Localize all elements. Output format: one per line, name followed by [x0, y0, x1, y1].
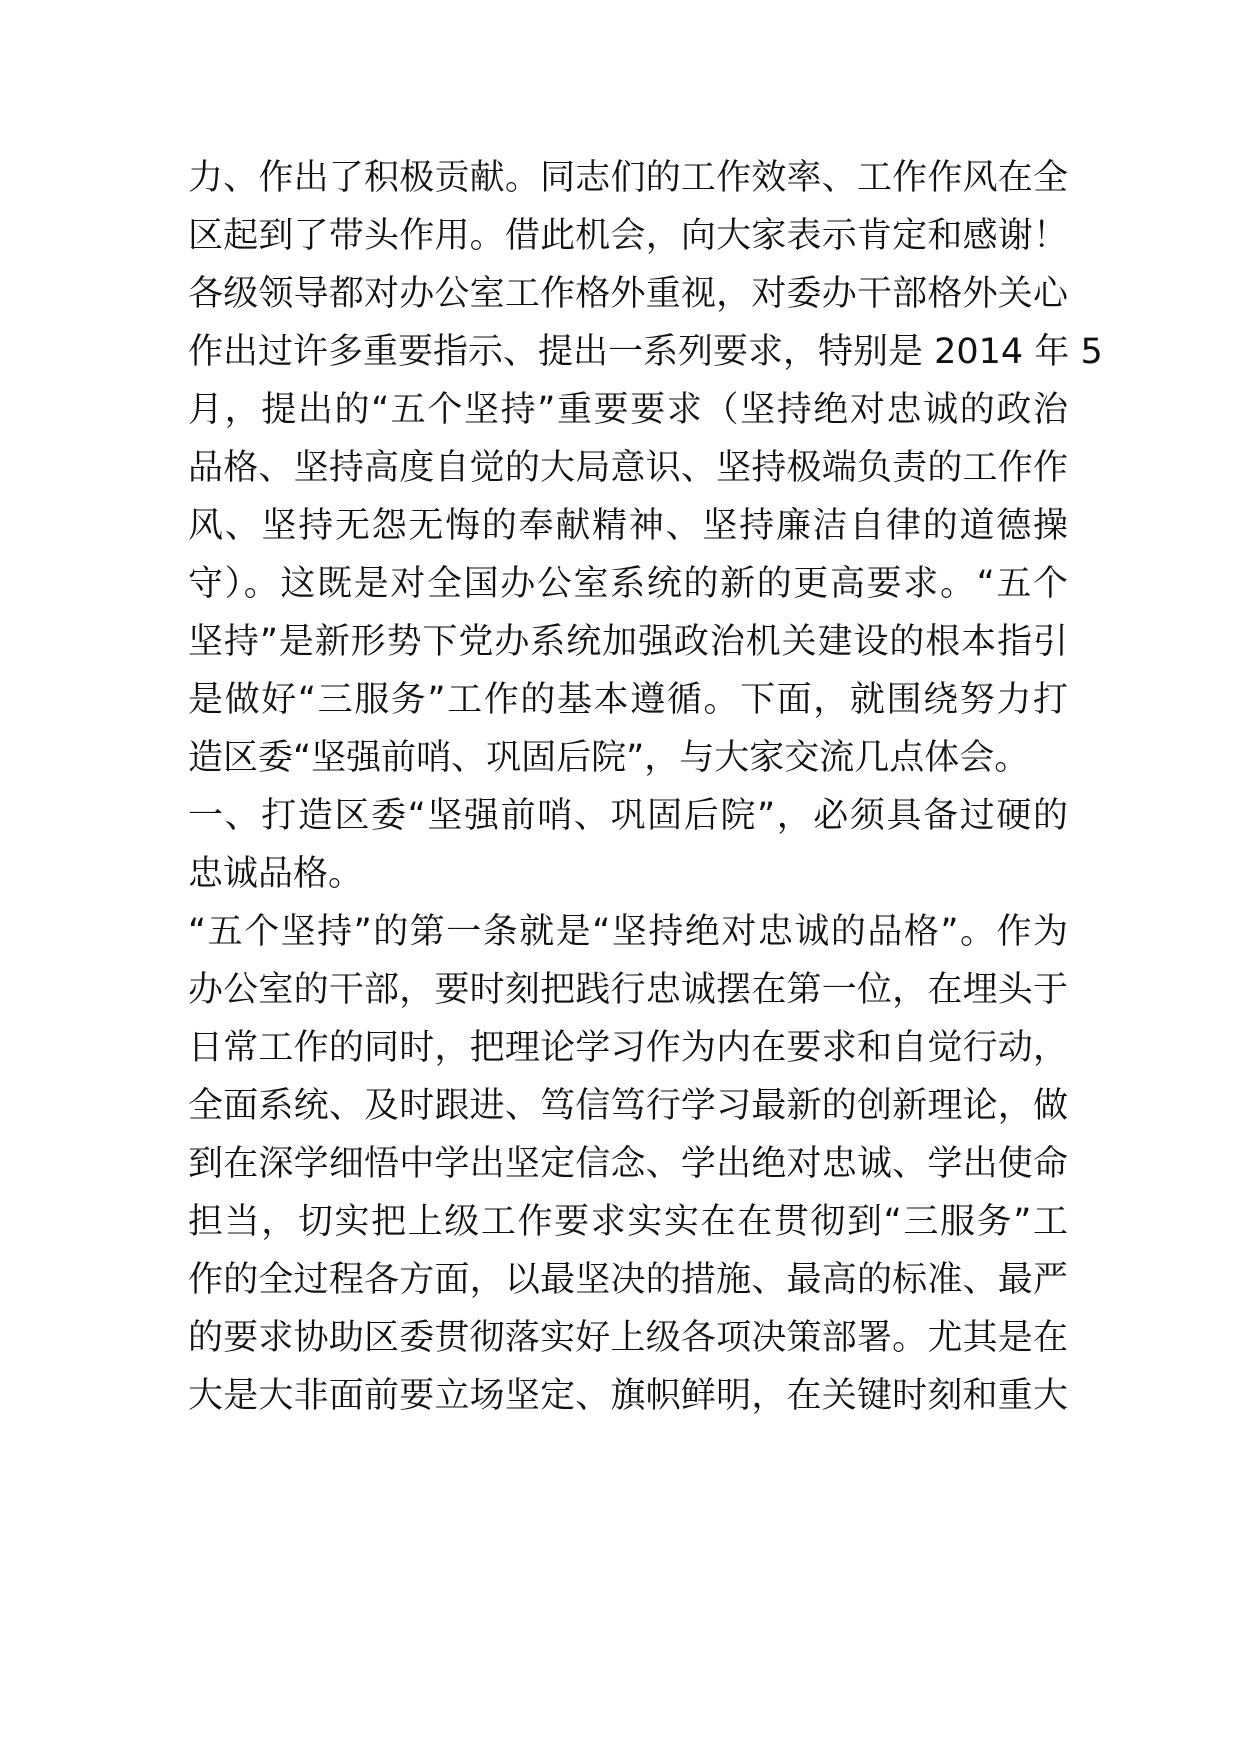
- text-line: 担当，切实把上级工作要求实实在在贯彻到“三服务”工: [188, 1202, 1068, 1242]
- text-line: 守）。这既是对全国办公室系统的新的更高要求。“五个: [188, 564, 1068, 604]
- text-line: 日常工作的同时，把理论学习作为内在要求和自觉行动，: [188, 1028, 1068, 1068]
- text-line: 风、坚持无怨无悔的奉献精神、坚持廉洁自律的道德操: [188, 506, 1068, 546]
- text-line: 坚持”是新形势下党办系统加强政治机关建设的根本指引: [188, 622, 1068, 662]
- section-heading-line: 一、打造区委“坚强前哨、巩固后院”，必须具备过硬的: [188, 796, 1068, 836]
- text-line: 作出过许多重要指示、提出一系列要求，特别是 2014 年 5: [188, 332, 1103, 372]
- text-line: 品格、坚持高度自觉的大局意识、坚持极端负责的工作作: [188, 448, 1068, 488]
- text-line: 办公室的干部，要时刻把践行忠诚摆在第一位，在埋头于: [188, 970, 1068, 1010]
- text-line: 区起到了带头作用。借此机会，向大家表示肯定和感谢！: [188, 216, 1068, 256]
- section-heading-line: 忠诚品格。: [188, 854, 364, 894]
- text-line: 作的全过程各方面，以最坚决的措施、最高的标准、最严: [188, 1260, 1068, 1300]
- text-line: 力、作出了积极贡献。同志们的工作效率、工作作风在全: [188, 158, 1068, 198]
- text-line: 到在深学细悟中学出坚定信念、学出绝对忠诚、学出使命: [188, 1144, 1068, 1184]
- text-line: 的要求协助区委贯彻落实好上级各项决策部署。尤其是在: [188, 1318, 1068, 1358]
- text-line: 各级领导都对办公室工作格外重视，对委办干部格外关心: [188, 274, 1068, 314]
- text-line: 造区委“坚强前哨、巩固后院”，与大家交流几点体会。: [188, 738, 1030, 778]
- text-line: 是做好“三服务”工作的基本遵循。下面，就围绕努力打: [188, 680, 1068, 720]
- text-line: 月，提出的“五个坚持”重要要求（坚持绝对忠诚的政治: [188, 390, 1068, 430]
- text-line: 全面系统、及时跟进、笃信笃行学习最新的创新理论，做: [188, 1086, 1068, 1126]
- text-line: 大是大非面前要立场坚定、旗帜鲜明，在关键时刻和重大: [188, 1376, 1068, 1416]
- text-line: “五个坚持”的第一条就是“坚持绝对忠诚的品格”。作为: [188, 912, 1069, 952]
